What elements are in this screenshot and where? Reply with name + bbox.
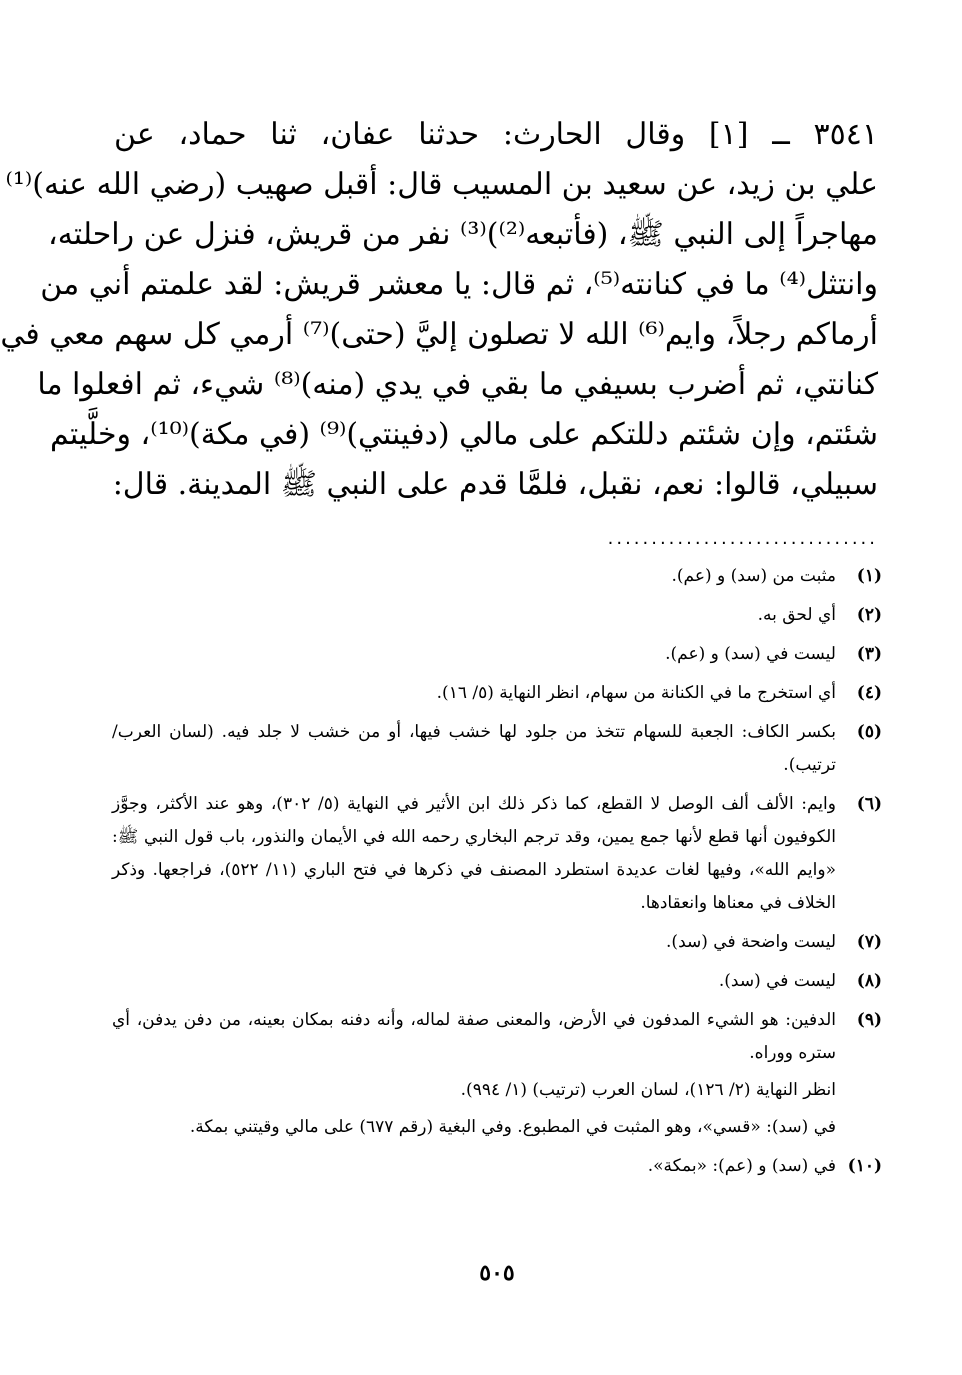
footnote-text (112, 677, 836, 710)
footnote-paragraph: الدفين: هو الشيء المدفون في الأرض، والمعنى صفة لماله، وأنه دفنه بمكان بعينه، من دفن يدفن، أي ستره ووراه. (112, 1010, 836, 1063)
footnote-text (112, 560, 836, 593)
hadith-line: كنانتي، ثم أضرب بسيفي ما بقي في يدي (منه)⁽⁸⁾ شيء، ثم افعلوا ما (37, 367, 878, 402)
footnote-paragraph: مثبت من (سد) و (عم). (671, 566, 836, 586)
footnote (112, 677, 882, 710)
footnote-paragraph: في (سد): «قسي»، وهو المثبت في المطبوع. وفي البغية (رقم ٦٧٧) على مالي وقيتني بمكة. (189, 1117, 836, 1137)
footnote-paragraph: ليست في (سد) و (عم). (665, 644, 836, 664)
hadith-line: علي بن زيد، عن سعيد بن المسيب قال: أقبل صهيب (رضي الله عنه)⁽¹⁾ (5, 167, 878, 202)
footnote-number: (٢) (856, 605, 882, 625)
footnote-text (112, 1150, 836, 1183)
footnote-number: (٩) (856, 1010, 882, 1030)
hadith-line: سبيلي، قالوا: نعم، نقبل، فلمَّا قدم على النبي ﷺ المدينة. قال: (112, 467, 878, 502)
footnote (112, 638, 882, 671)
hadith-line: وانتثل⁽⁴⁾ ما في كنانته⁽⁵⁾، ثم قال: يا معشر قريش: لقد علمتم أني من (40, 267, 878, 302)
footnote-text (112, 599, 836, 632)
footnote-paragraph: أي استخرج ما في الكنانة من سهام، انظر النهاية (٥/ ١٦). (436, 683, 836, 703)
footnote-text (112, 1004, 836, 1144)
footnote-text (112, 716, 836, 782)
footnote-number: (٨) (856, 971, 882, 991)
footnote (112, 1150, 882, 1183)
hadith-line: ٣٥٤١ ــ [١] وقال الحارث: حدثنا عفان، ثنا حماد، عن (114, 117, 878, 152)
footnote-paragraph: وايم: الألف ألف الوصل لا القطع، كما ذكر ذلك ابن الأثير في النهاية (٥/ ٣٠٢)، وهو عند الأكثر، وجوَّز الكوفيون أنها قطع لأنها جمع يمين، وقد ترجم البخاري رحمه الله في الأيمان والنذور، باب قول النبي ﷺ: «وايم الله»، وفيها لغات عديدة استطرد المصنف في ذكرها في فتح الباري (١١/ ٥٢٢)، فراجعها. وذكر الخلاف في معناها وانعقادها. (112, 794, 836, 913)
footnote-text (112, 965, 836, 998)
footnote-paragraph: ليست في (سد). (718, 971, 836, 991)
footnote-number: (١٠) (847, 1156, 882, 1176)
footnote-paragraph: انظر النهاية (٢/ ١٢٦)، لسان العرب (ترتيب) (١/ ٩٩٤). (460, 1080, 836, 1100)
hadith-line: شئتم، وإن شئتم دللتكم على مالي (دفينتي)⁽⁹⁾ (في مكة)⁽¹⁰⁾، وخلَّيتم (49, 417, 878, 452)
footnote (112, 926, 882, 959)
footnote (112, 716, 882, 782)
hadith-text (0, 110, 878, 510)
footnote-number: (٤) (856, 683, 882, 703)
hadith-line: مهاجراً إلى النبي ﷺ، (فأتبعه⁽²⁾)⁽³⁾ نفر من قريش، فنزل عن راحلته، (48, 217, 878, 252)
footnote-paragraph: أي لحق به. (757, 605, 836, 625)
footnote-number: (١) (856, 566, 882, 586)
footnote (112, 965, 882, 998)
page-number: ٥٠٥ (479, 1260, 515, 1286)
footnote-text (112, 638, 836, 671)
footnote-number: (٥) (856, 722, 882, 742)
footnote (112, 1004, 882, 1144)
footnote-number: (٣) (856, 644, 882, 664)
footnote-text (112, 926, 836, 959)
footnote (112, 788, 882, 920)
footnote-number: (٧) (856, 932, 882, 952)
footnote-paragraph: بكسر الكاف: الجعبة للسهام تتخذ من جلود لها خشب فيها، أو من خشب لا جلد فيه. (لسان العرب/ ترتيب). (112, 722, 836, 775)
footnote-number: (٦) (856, 794, 882, 814)
hadith-line: أرماكم رجلاً، وايم⁽⁶⁾ الله لا تصلون إليَّ (حتى)⁽⁷⁾ أرمي كل سهم معي في (0, 317, 878, 352)
footnote (112, 560, 882, 593)
footnote-paragraph: في (سد) و (عم): «بمكة». (647, 1156, 836, 1176)
footnote (112, 599, 882, 632)
footnotes-list (112, 560, 882, 1189)
footnote-paragraph: ليست واضحة في (سد). (666, 932, 836, 952)
footnote-text (112, 788, 836, 920)
footnote-separator: ............................... (607, 528, 878, 549)
